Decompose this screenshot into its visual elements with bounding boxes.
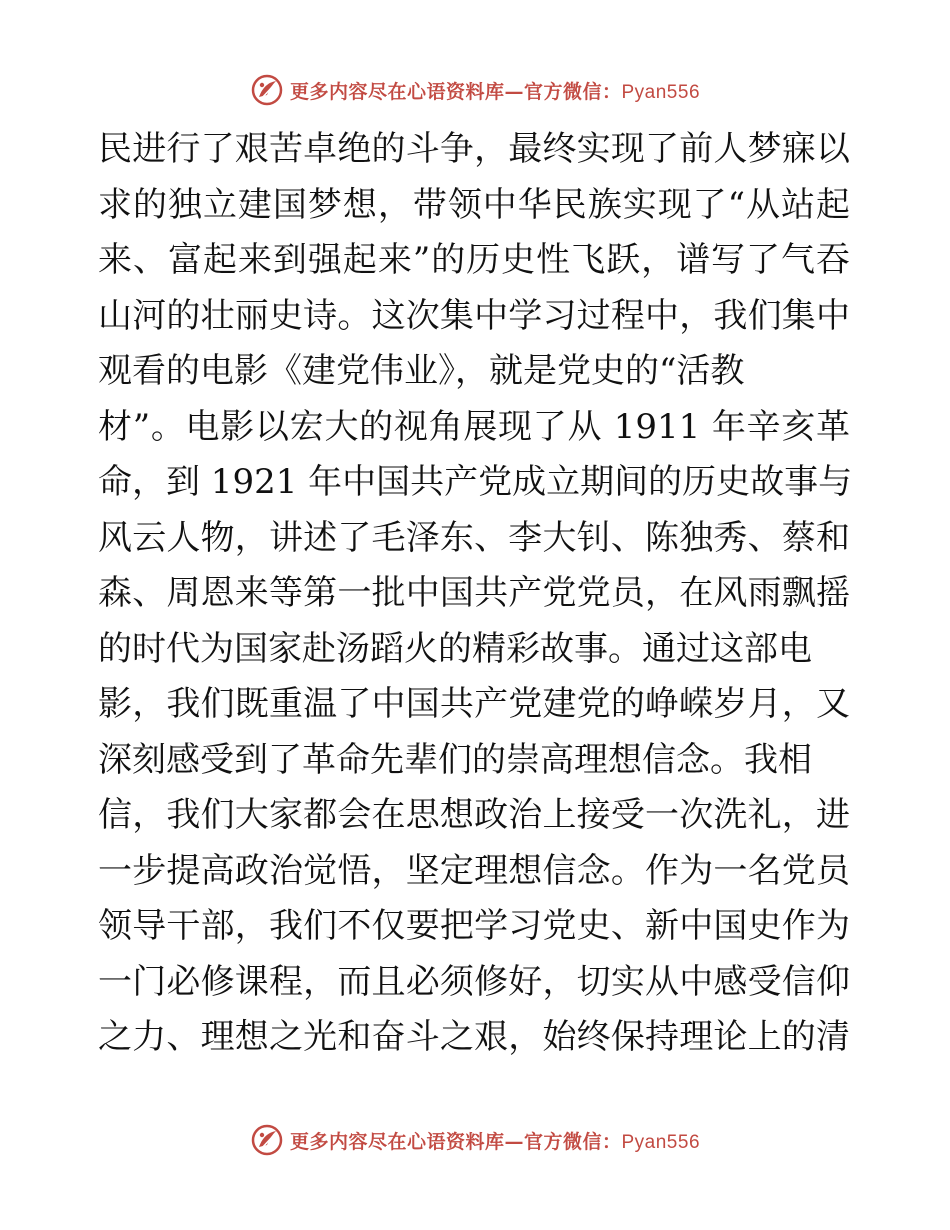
text-line: 山河的壮丽史诗。这次集中学习过程中，我们集中 <box>98 295 850 336</box>
text-line: 民进行了艰苦卓绝的斗争，最终实现了前人梦寐以 <box>98 129 850 169</box>
text-line: 命，到 1921 年中国共产党成立期间的历史故事与 <box>98 462 853 502</box>
text-line: 领导干部，我们不仅要把学习党史、新中国史作为 <box>98 906 850 946</box>
text-line: 深刻感受到了革命先辈们的崇高理想信念。我相 <box>98 739 812 780</box>
header-banner-text: 更多内容尽在心语资料库—官方微信：Pyan556 <box>289 80 701 103</box>
text-line: 森、周恩来等第一批中国共产党党员，在风雨飘摇 <box>98 573 850 613</box>
text-line: 风云人物，讲述了毛泽东、李大钊、陈独秀、蔡和 <box>98 517 850 558</box>
body-text <box>98 122 853 1066</box>
text-line: 观看的电影《建党伟业》，就是党史的“活教 <box>98 351 745 391</box>
brand-logo-icon <box>250 1123 284 1157</box>
footer-banner <box>0 1120 950 1160</box>
text-line: 一门必修课程，而且必须修好，切实从中感受信仰 <box>98 961 850 1002</box>
text-line: 一步提高政治觉悟，坚定理想信念。作为一名党员 <box>98 850 850 891</box>
text-line: 信，我们大家都会在思想政治上接受一次洗礼，进 <box>98 795 850 835</box>
header-banner <box>0 70 950 110</box>
text-line: 求的独立建国梦想，带领中华民族实现了“从站起 <box>98 184 850 225</box>
brand-logo-icon <box>250 73 284 107</box>
footer-wechat-id: Pyan556 <box>621 1131 701 1153</box>
text-line: 的时代为国家赴汤蹈火的精彩故事。通过这部电 <box>98 628 812 669</box>
header-wechat-id: Pyan556 <box>621 81 701 103</box>
text-line: 材”。电影以宏大的视角展现了从 1911 年辛亥革 <box>98 406 850 447</box>
text-line: 来、富起来到强起来”的历史性飞跃，谱写了气吞 <box>98 240 850 280</box>
text-line: 之力、理想之光和奋斗之艰，始终保持理论上的清 <box>98 1017 850 1057</box>
footer-banner-text: 更多内容尽在心语资料库—官方微信：Pyan556 <box>289 1130 701 1153</box>
text-line: 影，我们既重温了中国共产党建党的峥嵘岁月，又 <box>98 684 850 724</box>
